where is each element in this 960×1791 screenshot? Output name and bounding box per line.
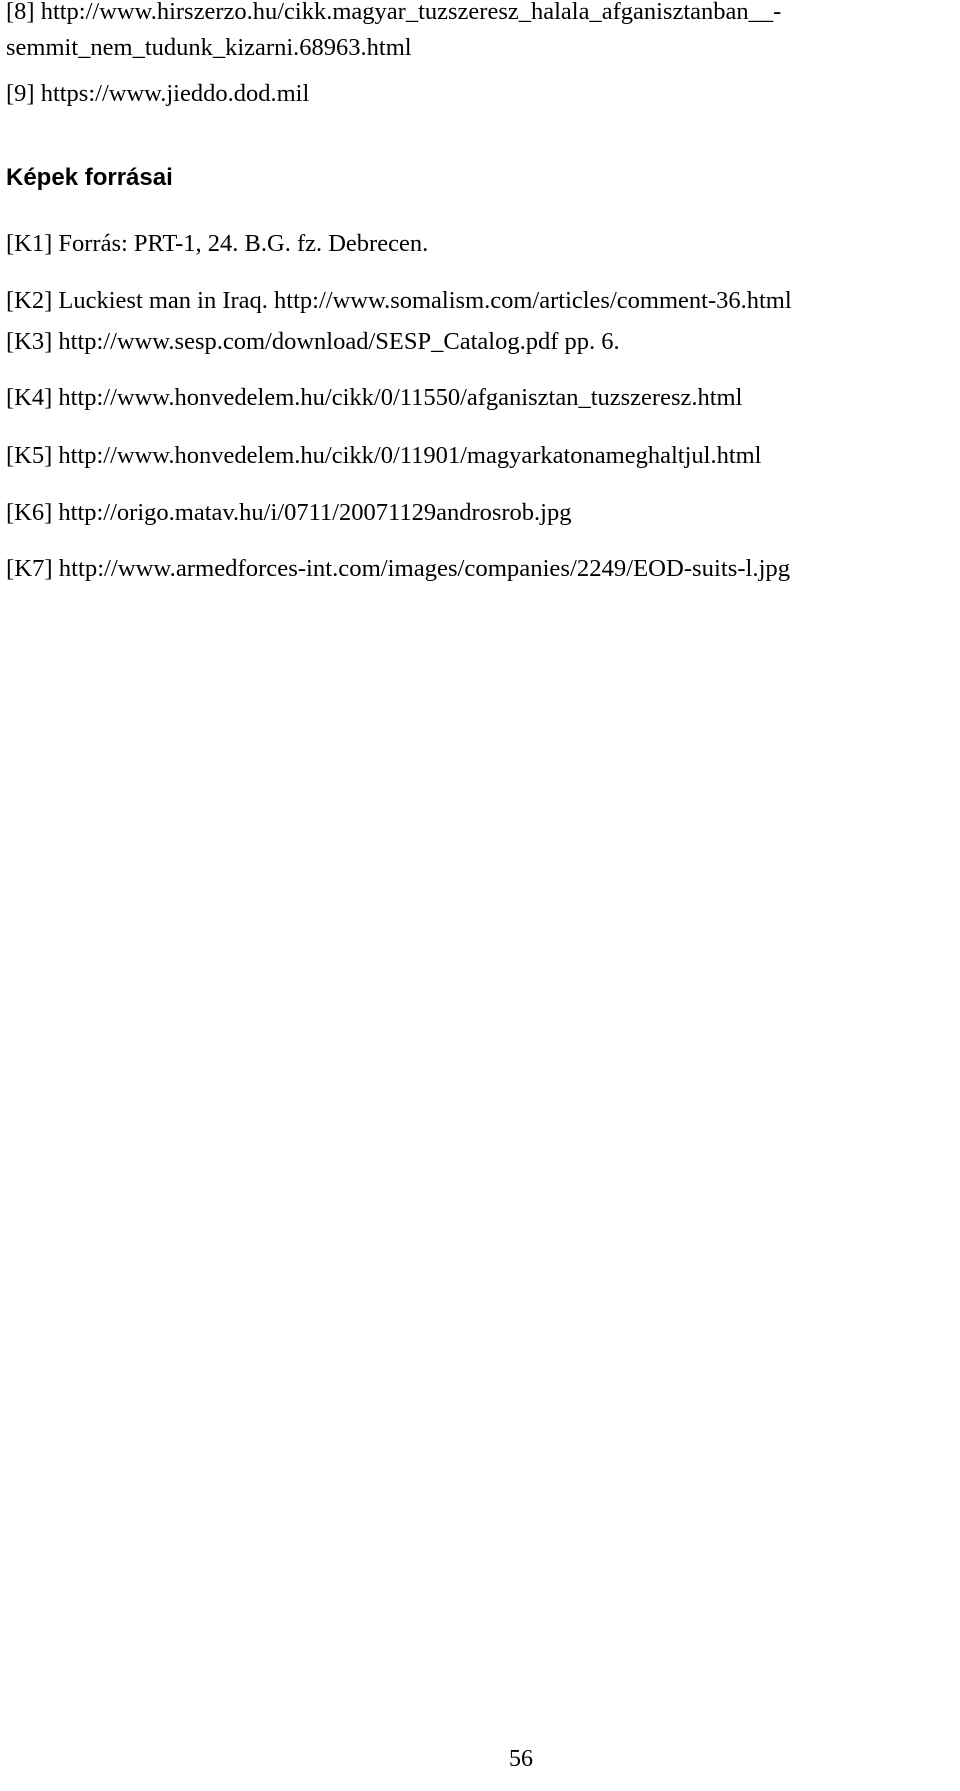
reference-8-line-1: [8] http://www.hirszerzo.hu/cikk.magyar_tuzszeresz_halala_afganisztanban__- bbox=[6, 0, 782, 25]
reference-9: [9] https://www.jieddo.dod.mil bbox=[6, 80, 310, 107]
image-source-k1: [K1] Forrás: PRT-1, 24. B.G. fz. Debrecen. bbox=[6, 230, 429, 257]
reference-8-line-2: semmit_nem_tudunk_kizarni.68963.html bbox=[6, 34, 412, 61]
image-source-k6: [K6] http://origo.matav.hu/i/0711/20071129androsrob.jpg bbox=[6, 499, 572, 526]
page-number: 56 bbox=[509, 1746, 533, 1772]
image-source-k2: [K2] Luckiest man in Iraq. http://www.somalism.com/articles/comment-36.html bbox=[6, 287, 792, 314]
image-source-k5: [K5] http://www.honvedelem.hu/cikk/0/11901/magyarkatonameghaltjul.html bbox=[6, 442, 762, 469]
image-source-k4: [K4] http://www.honvedelem.hu/cikk/0/11550/afganisztan_tuzszeresz.html bbox=[6, 384, 743, 411]
image-source-k3: [K3] http://www.sesp.com/download/SESP_Catalog.pdf pp. 6. bbox=[6, 328, 620, 355]
image-source-k7: [K7] http://www.armedforces-int.com/images/companies/2249/EOD-suits-l.jpg bbox=[6, 555, 791, 582]
image-sources-heading: Képek forrásai bbox=[6, 164, 173, 191]
